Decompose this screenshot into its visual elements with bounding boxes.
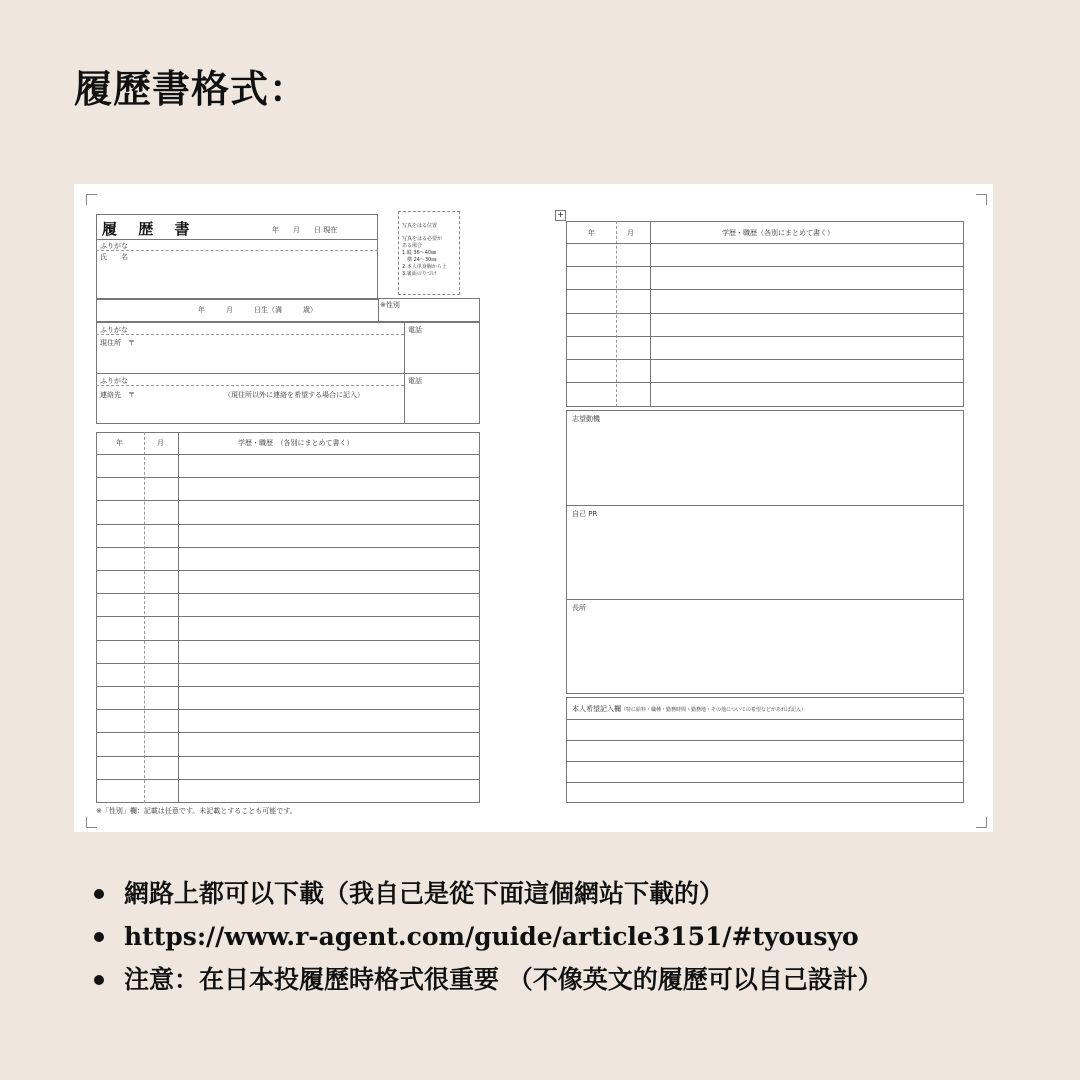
table-row-line [96, 640, 480, 641]
table-row-line [566, 382, 964, 383]
contact-note: （現住所以外に連絡を希望する場合に記入） [224, 391, 364, 399]
crop-mark [976, 194, 987, 205]
furigana-label: ふりがな [100, 242, 128, 250]
table-row-line [96, 709, 480, 710]
photo-note: 写真をはる位置 写真をはる必要が ある場合 1.縦 36～40㎜ 横 24～30㎜ 2.本人単身胸から上 3.裏面のりづけ [402, 223, 447, 277]
history-table-right [566, 221, 964, 407]
table-row-line [96, 570, 480, 571]
page-title: 履歷書格式： [74, 66, 309, 111]
table-row-line [96, 663, 480, 664]
note-item-url[interactable]: https://www.r-agent.com/guide/article3151/#tyousyo [90, 915, 883, 958]
date-label: 年 月 日 現在 [272, 226, 338, 234]
table-move-handle-icon: + [555, 210, 566, 221]
crop-mark [976, 817, 987, 828]
name-label: 氏 名 [100, 253, 128, 261]
pr-label: 自己 PR [572, 510, 598, 518]
table-row-line [96, 547, 480, 548]
motive-label: 志望動機 [572, 415, 600, 423]
history-table-left [96, 432, 480, 803]
furigana-label-2: ふりがな [100, 326, 128, 334]
col-month-right: 月 [627, 229, 634, 237]
table-row-line [566, 313, 964, 314]
resume-template-image [74, 184, 993, 832]
crop-mark [86, 817, 97, 828]
birth-label: 年 月 日生（満 歳） [198, 306, 317, 314]
col-history-right: 学歴・職歴（各別にまとめて書く） [722, 229, 834, 237]
col-history: 学歴・職歴 （各別にまとめて書く） [238, 439, 354, 447]
strength-label: 長所 [572, 604, 586, 612]
table-row-line [566, 243, 964, 244]
contact-label: 連絡先 〒 [100, 391, 135, 399]
table-row-line [96, 686, 480, 687]
table-row-line [96, 779, 480, 780]
table-row-line [566, 336, 964, 337]
address-label: 現住所 〒 [100, 339, 135, 347]
table-row-line [566, 359, 964, 360]
table-row-line [96, 593, 480, 594]
phone-label: 電話 [408, 326, 422, 334]
col-month: 月 [157, 439, 164, 447]
table-row-line [96, 732, 480, 733]
col-year: 年 [116, 439, 123, 447]
table-row-line [96, 500, 480, 501]
note-item-format-warning: 注意：在日本投履歷時格式很重要 （不像英文的履歷可以自己設計） [90, 958, 883, 1001]
col-year-right: 年 [588, 229, 595, 237]
table-row-line [96, 477, 480, 478]
table-row-line [96, 616, 480, 617]
note-item-download: 網路上都可以下載（我自己是從下面這個網站下載的） [90, 872, 883, 915]
table-row-line [566, 266, 964, 267]
furigana-label-3: ふりがな [100, 377, 128, 385]
wish-label: 本人希望記入欄（特に給料・職種・勤務時間・勤務地・その他についての希望などがあれば記入） [572, 705, 806, 713]
motive-box [566, 410, 964, 694]
crop-mark [86, 194, 97, 205]
gender-label: ※性別 [380, 301, 400, 309]
table-row-line [96, 524, 480, 525]
table-row-line [96, 454, 480, 455]
notes-list [90, 872, 883, 1001]
table-row-line [566, 289, 964, 290]
table-row-line [96, 756, 480, 757]
resume-heading: 履 歴 書 [102, 220, 198, 238]
phone-label-2: 電話 [408, 377, 422, 385]
footnote: ※「性別」欄：記載は任意です。未記載とすることも可能です。 [96, 807, 297, 815]
